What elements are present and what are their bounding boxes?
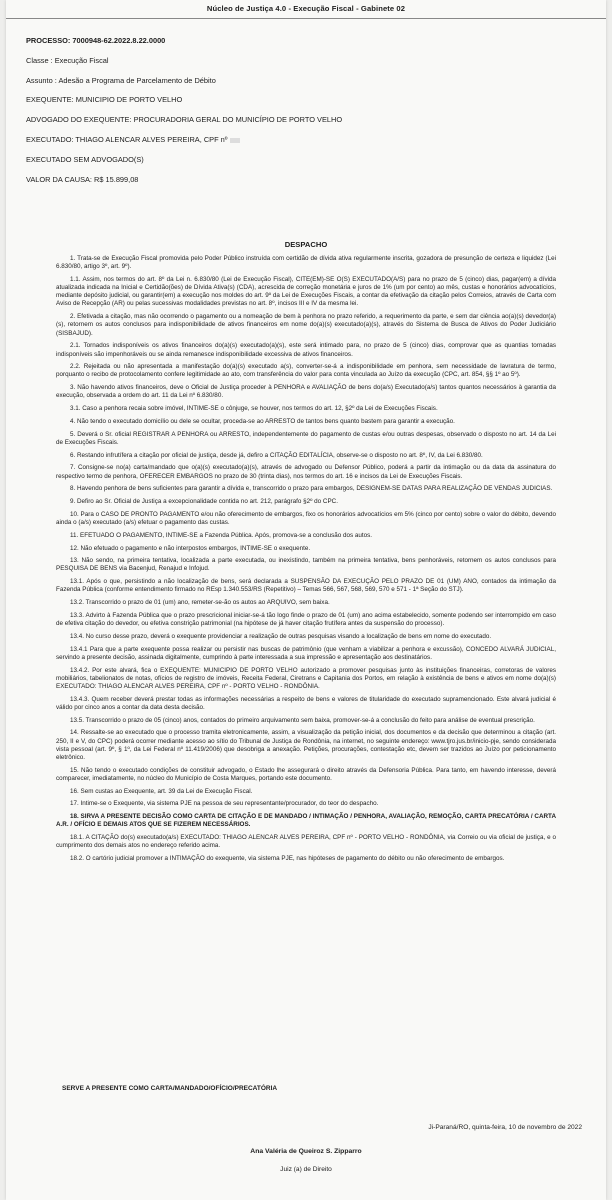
paragraph: 7. Consigne-se no(a) carta/mandado que o(a)(s) executado(a)(s), através de advogado ou Defensor Público, poderá a partir da intimação ou da data da assinatura do respectivo termo de penhora, OFERECER EMBARGOS no prazo de 30 (trinta dias), nos termos do art. 16 e incisos da Lei de Execuções Fiscais. [56, 464, 556, 480]
paragraph: 5. Deverá o Sr. oficial REGISTRAR A PENHORA ou ARRESTO, independentemente do pagamento de custas e/ou outras despesas, observado o disposto no art. 14 da Lei de Execuções Fiscais. [56, 430, 556, 446]
paragraph: 2.2. Rejeitada ou não apresentada a manifestação do(a)(s) executado a(s), converter-se-á a indisponibilidade em penhora, sem necessidade de lavratura de termo, porquanto o recibo de protocolamento confere legitimidade ao ato, com transferência do valor para conta vinculada ao Juízo da execução (CPC, art. 854, §§ 1º ao 5º). [56, 363, 556, 379]
paragraph: 6. Restando infrutífera a citação por oficial de justiça, desde já, defiro a CITAÇÃO EDITALÍCIA, observe-se o disposto no art. 8º, IV, da Lei 6.830/80. [70, 451, 483, 459]
paragraph: 13.2. Transcorrido o prazo de 01 (um) ano, remeter-se-ão os autos ao ARQUIVO, sem baixa. [70, 599, 330, 607]
paragraph: 13.4. No curso desse prazo, deverá o exequente providenciar a realização de outras pesquisas visando a localização de bens em nome do executado. [70, 632, 492, 640]
paragraph: 17. Intime-se o Exequente, via sistema PJE na pessoa de seu representante/procurador, do teor do despacho. [70, 800, 379, 808]
paragraph: 13.1. Após o que, persistindo a não localização de bens, será declarada a SUSPENSÃO DA EXECUÇÃO PELO PRAZO DE 01 (UM) ANO, contados da intimação da Fazenda Pública (conforme entendimento firmado no REsp 1.340.553/RS (Repetitivo) – Temas 566, 567, 568, 569, 570 e 571 - 1ª Seção do STJ). [56, 578, 556, 594]
signature-date: Ji-Paraná/RO, quinta-feira, 10 de novembro de 2022 [428, 1124, 582, 1131]
paragraph: 13.4.2. Por este alvará, fica o EXEQUENTE: MUNICIPIO DE PORTO VELHO autorizado a promover pesquisas junto às instituições financeiras, corretoras de valores mobiliários, tabelionatos de notas, ofícios de registro de imóveis, Receita Federal, Ciretrans e Capitania dos Portos, em relação à existência de bens e ativos em nome do(a)(s) EXECUTADO: THIAGO ALENCAR ALVES PEREIRA, CPF nº - PORTO VELHO - RONDÔNIA. [56, 666, 556, 690]
paragraph: 13.4.3. Quem receber deverá prestar todas as informações necessárias a respeito de bens e valores de titularidade do executado supramencionado. Este alvará judicial é válido por cinco anos a contar da data desta decisão. [56, 695, 556, 711]
defendant-row [26, 135, 586, 144]
paragraph: 18.1. A CITAÇÃO do(s) executado(a/s) EXECUTADO: THIAGO ALENCAR ALVES PEREIRA, CPF nº - PORTO VELHO - RONDÔNIA, via Correio ou via oficial de justiça, e o cumprimento dos demais atos no endereço referido acima. [56, 834, 556, 850]
case-subject: Assunto : Adesão a Programa de Parcelamento de Débito [26, 75, 216, 85]
paragraph: 10. Para o CASO DE PRONTO PAGAMENTO e/ou não oferecimento de embargos, fixo os honorários advocatícios em 5% (cinco por cento) sobre o valor do débito, devendo ainda o (a/s) executado (a/s) efetuar o pagamento das custas. [56, 510, 556, 527]
closing-statement: SERVE A PRESENTE COMO CARTA/MANDADO/OFÍCIO/PRECATÓRIA [62, 1085, 278, 1092]
plaintiff: EXEQUENTE: MUNICIPIO DE PORTO VELHO [26, 95, 183, 105]
plaintiff-lawyer: ADVOGADO DO EXEQUENTE: PROCURADORIA GERAL DO MUNICÍPIO DE PORTO VELHO [26, 115, 343, 125]
paragraph: 4. Não tendo o executado domicílio ou dele se ocultar, proceda-se ao ARRESTO de tantos bens quanto bastem para garantir a execução. [70, 417, 455, 425]
paragraph: 1.1. Assim, nos termos do art. 8º da Lei n. 6.830/80 (Lei de Execução Fiscal), CITE(EM)-SE O(S) EXECUTADO(A/S) para no prazo de 5 (cinco) dias, pagar(em) a dívida atualizada indicada na Inicial e Certidão(ões) de Dívida Ativa(s) (CDA), acrescida de correção monetária e juros de 1% (um por cento) ao mês, custas e honorários advocatícios, mediante depósito judicial, ou garantir(em) a execução nos moldes do art. 9º da Lei de Execuções Fiscais, a contar da efetivação da citação pelos Correios, através de Carta com Aviso de Recepção (AR) ou pelas sucessivas modalidades previstas no art. 8º, incisos III e IV da mesma lei. [56, 275, 556, 308]
paragraph: 13.4.1 Para que a parte exequente possa realizar ou persistir nas buscas de patrimônio (que venham a viabilizar a penhora e excussão), CONCEDO ALVARÁ JUDICIAL, servindo a presente decisão, assinada digitalmente, cumprindo à parte interessada a sua impressão e apresentação aos destinatários. [56, 645, 556, 661]
paragraph: 18. SIRVA A PRESENTE DECISÃO COMO CARTA DE CITAÇÃO E DE MANDADO / INTIMAÇÃO / PENHORA, AVALIAÇÃO, REMOÇÃO, CARTA PRECATÓRIA / CARTA A.R. / OFÍCIO E DEMAIS ATOS QUE SE FIZEREM NECESSÁRIOS. [56, 813, 556, 829]
paragraph: 13.3. Advirto à Fazenda Pública que o prazo prescricional iniciar-se-á tão logo finde o prazo de 01 (um) ano acima estabelecido, somente podendo ser interrompido em caso de efetiva citação do devedor, ou efetiva constrição patrimonial (na hipótese de já haver citação frutífera antes da suspensão do processo). [56, 611, 556, 628]
paragraph: 13. Não sendo, na primeira tentativa, localizada a parte executada, ou inexistindo, também na primeira tentativa, bens penhoráveis, retornem os autos conclusos para PESQUISA DE BENS via Bacenjud, Renajud e Infojud. [56, 557, 556, 573]
paragraph: 3.1. Caso a penhora recaia sobre imóvel, INTIME-SE o cônjuge, se houver, nos termos do art. 12, §2º da Lei de Execuções Fiscais. [70, 405, 438, 413]
paragraph: 9. Defiro ao Sr. Oficial de Justiça a excepcionalidade contida no art. 212, parágrafo §2º do CPC. [70, 498, 338, 506]
process-number: PROCESSO: 7000948-62.2022.8.22.0000 [26, 36, 166, 45]
case-class: Classe : Execução Fiscal [26, 55, 109, 65]
document-title: DESPACHO [284, 240, 328, 249]
court-header: Núcleo de Justiça 4.0 - Execução Fiscal - Gabinete 02 [206, 4, 406, 13]
paragraph: 14. Ressalte-se ao executado que o processo tramita eletronicamente, assim, a visualização da petição inicial, dos documentos e da decisão que determinou a citação (art. 250, II e V, do CPC) poderá ocorrer mediante acesso ao sítio do Tribunal de Justiça de Rondônia, na internet, no seguinte endereço: www.tjro.jus.br/inicio-pje, sendo considerada vista pessoal (art. 9º, § 1º, da Lei Federal nº 11.419/2006) que desobriga a anexação. Petições, procurações, contestação etc, devem ser trazidos ao Juízo por peticionamento eletrônico. [56, 729, 556, 761]
paragraph: 3. Não havendo ativos financeiros, deve o Oficial de Justiça proceder à PENHORA e AVALIAÇÃO de bens do(a/s) Executado(a/s) tantos quantos necessários à garantia da execução, observada a ordem do art. 11 da Lei nº 6.830/80. [56, 384, 556, 400]
defendant: EXECUTADO: THIAGO ALENCAR ALVES PEREIRA, CPF nº [26, 134, 228, 144]
paragraph: 2.1. Tornados indisponíveis os ativos financeiros do(a)(s) executado(a)(s), este será intimado para, no prazo de 5 (cinco) dias, comprovar que as quantias tornadas indisponíveis são impenhoráveis ou se ainda remanesce indisponibilidade excessiva de ativos financeiros. [56, 342, 556, 358]
decision-body [56, 255, 556, 868]
paragraph: 18.2. O cartório judicial promover a INTIMAÇÃO do exequente, via sistema PJE, nas hipóteses de pagamento do débito ou não oferecimento de embargos. [70, 855, 505, 863]
defendant-no-lawyer: EXECUTADO SEM ADVOGADO(S) [26, 154, 144, 164]
paragraph: 16. Sem custas ao Exequente, art. 39 da Lei de Execução Fiscal. [70, 787, 253, 795]
paragraph: 8. Havendo penhora de bens suficientes para garantir a dívida e, transcorrido o prazo para embargos, DESIGNEM-SE DATAS PARA REALIZAÇÃO DE VENDAS JUDICIAS. [70, 485, 553, 493]
document-page [6, 0, 606, 1200]
paragraph: 13.5. Transcorrido o prazo de 05 (cinco) anos, contados do primeiro arquivamento sem baixa, promover-se-á a conclusão do feito para análise de eventual prescrição. [70, 716, 535, 724]
paragraph: 15. Não tendo o executado condições de constituir advogado, o Estado lhe assegurará o direito através da Defensoria Pública. Para tanto, em havendo interesse, deverá comparecer, imediatamente, no núcleo do Município de Costa Marques, portando este documento. [56, 766, 556, 782]
paragraph: 1. Trata-se de Execução Fiscal promovida pelo Poder Público instruída com certidão de dívida ativa regularmente inscrita, gozadora de presunção de certeza e liquidez (Lei 6.830/80, artigo 3º, art. 9º). [56, 255, 556, 271]
judge-name: Ana Valéria de Queiroz S. Zipparro [250, 1148, 362, 1155]
case-value: VALOR DA CAUSA: R$ 15.899,08 [26, 174, 139, 184]
paragraph: 11. EFETUADO O PAGAMENTO, INTIME-SE a Fazenda Pública. Após, promova-se a conclusão dos autos. [70, 531, 373, 539]
judge-role: Juiz (a) de Direito [280, 1166, 332, 1173]
case-metadata [26, 36, 586, 194]
paragraph: 2. Efetivada a citação, mas não ocorrendo o pagamento ou a nomeação de bem à penhora no prazo referido, a requerimento da parte, e sem dar ciência ao(a)(s) devedor(a)(s), retornem os autos conclusos para indisponibilidade de ativos financeiros em nome do(a)(s) executado(a)(s), através do Sistema de Busca de Ativos do Poder Judiciário (SISBAJUD). [56, 313, 556, 337]
header-divider [6, 18, 606, 19]
paragraph: 12. Não efetuado o pagamento e não interpostos embargos, INTIME-SE o exequente. [70, 544, 311, 552]
redacted-cpf [230, 138, 240, 143]
